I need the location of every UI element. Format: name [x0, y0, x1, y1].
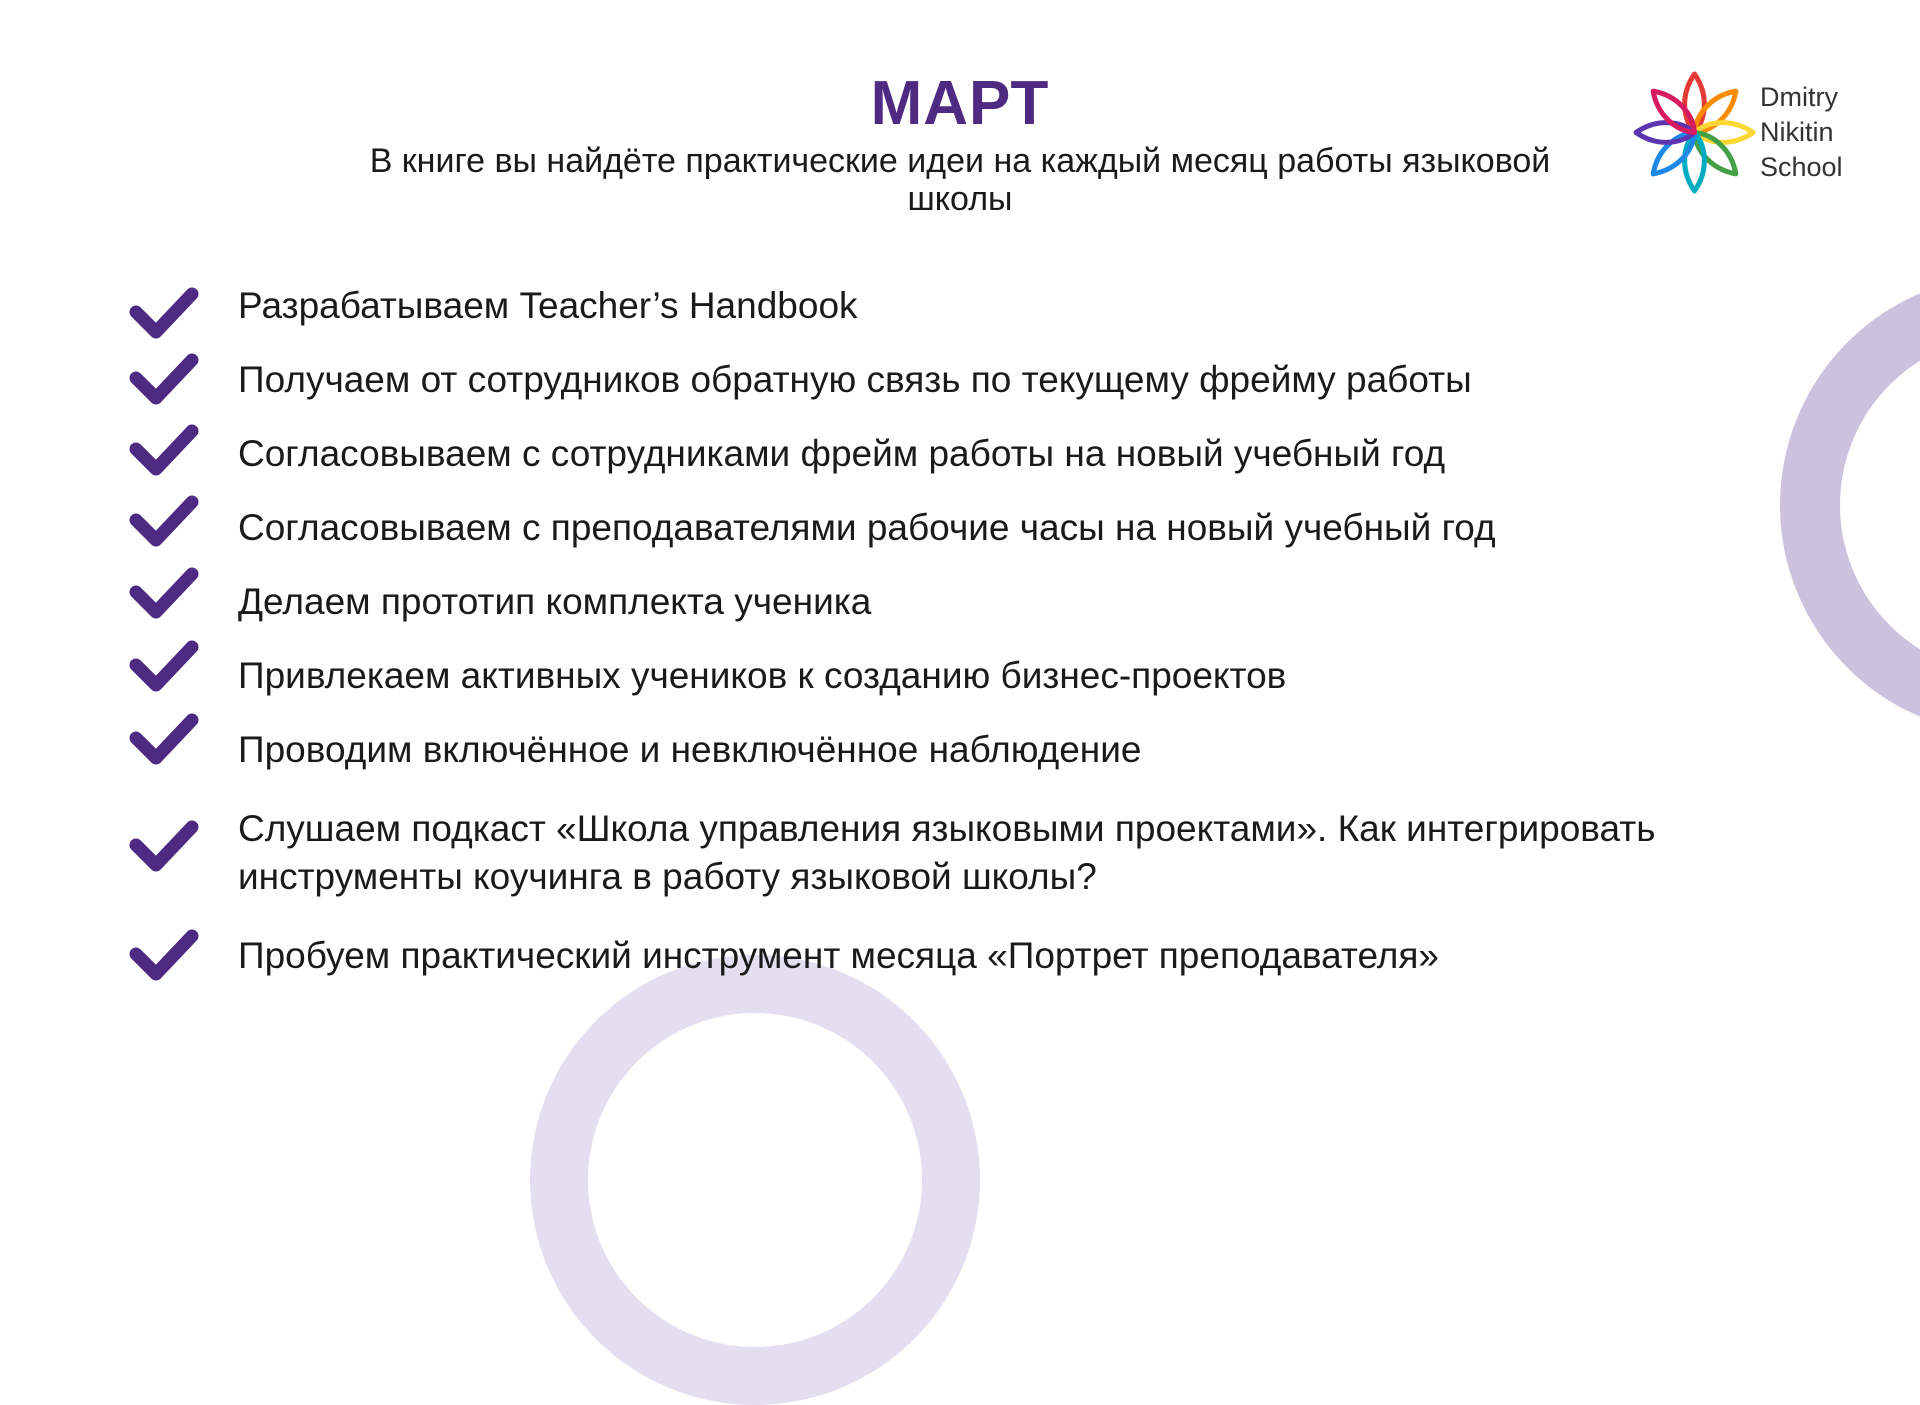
logo-line-2: Nikitin [1760, 117, 1834, 147]
checkmark-icon [128, 350, 200, 408]
logo-line-1: Dmitry [1760, 82, 1838, 112]
logo-line-3: School [1760, 152, 1843, 182]
checkmark-icon [128, 564, 200, 622]
checkmark-icon [128, 492, 200, 550]
list-item-text: Привлекаем активных учеников к созданию бизнес-проектов [238, 655, 1287, 696]
list-item-text: Согласовываем с преподавателями рабочие часы на новый учебный год [238, 507, 1496, 548]
page-title: МАРТ [870, 69, 1050, 138]
list-item-text: Пробуем практический инструмент месяца «Портрет преподавателя» [238, 935, 1440, 976]
list-item-text: Слушаем подкаст «Школа управления языковыми проектами». Как интегрировать инструменты коучинга в работу языковой школы? [238, 808, 1656, 897]
checkmark-icon [128, 817, 200, 875]
checkmark-icon [128, 637, 200, 695]
checkmark-icon [128, 284, 200, 342]
checkmark-icon [128, 710, 200, 768]
list-item-text: Получаем от сотрудников обратную связь по текущему фрейму работы [238, 359, 1472, 400]
checkmark-icon [128, 421, 200, 479]
list-item-text: Согласовываем с сотрудниками фрейм работы на новый учебный год [238, 433, 1446, 474]
list-item-text: Делаем прототип комплекта ученика [238, 581, 872, 622]
list-item-text: Разрабатываем Teacher’s Handbook [238, 285, 858, 326]
list-item-text: Проводим включённое и невключённое наблюдение [238, 729, 1142, 770]
page-subtitle: В книге вы найдёте практические идеи на каждый месяц работы языковой школы [369, 142, 1551, 218]
checkmark-icon [128, 926, 200, 984]
